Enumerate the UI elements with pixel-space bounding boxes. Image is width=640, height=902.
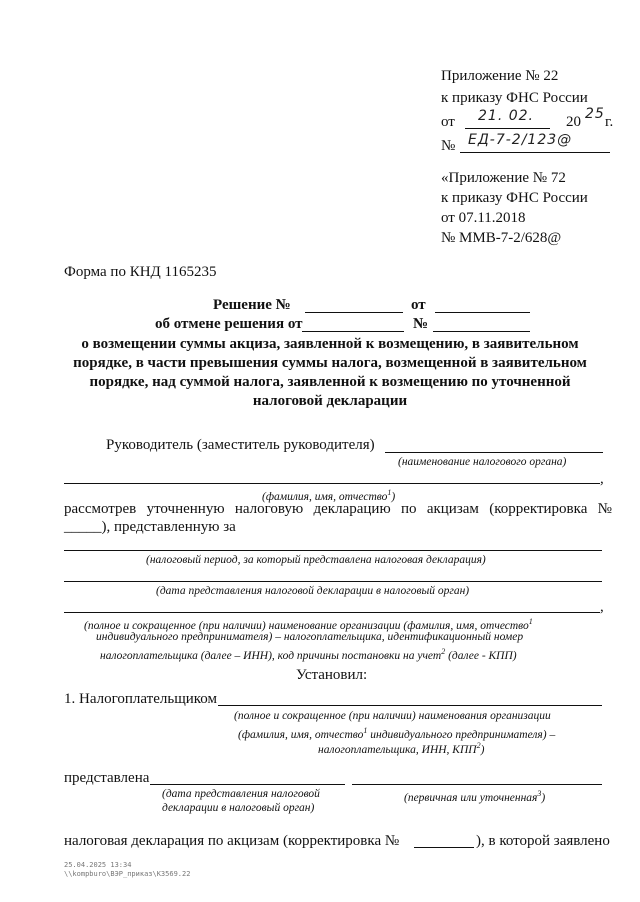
decision-date-line: [435, 312, 530, 313]
note-period: (налоговый период, за который представлена налоговая декларация): [146, 554, 486, 566]
last-line-number-blank: [414, 847, 474, 848]
note-item1-3: [318, 739, 484, 757]
quote-line-2: к приказу ФНС России: [441, 190, 588, 206]
note-full-1-text: (полное и сокращенное (при наличии) наименование организации (фамилия, имя, отчество: [84, 619, 529, 632]
date-underline: [465, 128, 550, 129]
year-handwritten: 25: [585, 106, 605, 122]
cancel-number-line: [433, 331, 530, 332]
tax-body-line: [385, 452, 603, 453]
note-primary-text: (первичная или уточненная: [404, 791, 538, 804]
note-item1-2-text: (фамилия, имя, отчество: [238, 728, 364, 741]
submit-date-line: [64, 581, 602, 582]
title-line-6: налоговой декларации: [252, 393, 408, 409]
decision-label: Решение №: [213, 297, 291, 313]
last-line-b: ), в которой заявлено: [476, 833, 610, 849]
head-label: Руководитель (заместитель руководителя): [106, 437, 375, 453]
note-tax-body: (наименование налогового органа): [398, 456, 567, 468]
decision-number-line: [305, 312, 403, 313]
submitted-date-line: [150, 784, 345, 785]
year-prefix: 20: [566, 114, 581, 130]
form-code: Форма по КНД 1165235: [64, 264, 217, 280]
appendix-line: Приложение № 22: [441, 68, 559, 84]
note-item1-3-text: налогоплательщика, ИНН, КПП: [318, 743, 477, 756]
from-label: от: [411, 297, 426, 313]
note-primary-end: ): [541, 791, 546, 804]
note-submit-date-2: декларации в налоговый орган): [162, 802, 315, 814]
taxpayer-comma: ,: [600, 599, 604, 615]
note-item1-2-sup: 1: [363, 726, 368, 735]
print-stamp-1: 25.04.2025 13:34: [64, 861, 132, 869]
note-submit-date-1: (дата представления налоговой: [162, 788, 320, 800]
item1-label: 1. Налогоплательщиком: [64, 691, 218, 707]
established: Установил:: [296, 667, 368, 683]
note-item1-3-sup: 2: [476, 741, 481, 750]
fio-line: [64, 483, 600, 484]
title-line-5: порядке, над суммой налога, заявленной к возмещению по уточненной: [89, 374, 571, 390]
note-full-3: [100, 645, 517, 663]
title-line-4: порядке, в части превышения суммы налога, возмещенной в заявительном: [73, 355, 587, 371]
note-item1-3-end: ): [480, 743, 485, 756]
item1-line: [218, 705, 602, 706]
print-stamp-2: \\kompburo\ВЭР_приказ\К3569.22: [64, 870, 191, 878]
number-handwritten: ЕД-7-2/123@: [468, 132, 573, 148]
note-fio-end: ): [391, 490, 396, 503]
last-line-a: налоговая декларация по акцизам (корректировка №: [64, 833, 400, 849]
note-full-2: индивидуального предпринимателя) – налогоплательщика, идентификационный номер: [96, 631, 524, 643]
cancel-date-line: [302, 331, 404, 332]
note-date-submit: (дата представления налоговой декларации в налоговый орган): [156, 585, 470, 597]
note-primary: [404, 787, 545, 805]
note-item1-1: (полное и сокращенное (при наличии) наименования организации: [234, 710, 551, 722]
submitted-type-line: [352, 784, 602, 785]
note-primary-sup: 3: [537, 789, 542, 798]
title-line-3: о возмещении суммы акциза, заявленной к возмещению, в заявительном: [81, 336, 579, 352]
quote-line-3: от 07.11.2018: [441, 210, 526, 226]
note-full-3-text: налогоплательщика (далее – ИНН), код причины постановки на учет: [100, 649, 442, 662]
number-underline: [460, 152, 610, 153]
number-prefix: №: [441, 138, 456, 154]
note-fio-sup: 1: [387, 488, 392, 497]
quote-line-1: «Приложение № 72: [441, 170, 566, 186]
note-full-3-sup: 2: [441, 647, 446, 656]
cancel-label: об отмене решения от: [155, 316, 303, 332]
note-fio-text: (фамилия, имя, отчество: [262, 490, 388, 503]
taxpayer-line: [64, 612, 600, 613]
considered-line: рассмотрев уточненную налоговую декларацию по акцизам (корректировка №: [64, 501, 612, 517]
date-handwritten: 21. 02.: [478, 108, 534, 124]
date-prefix: от: [441, 114, 455, 130]
order-line: к приказу ФНС России: [441, 90, 588, 106]
year-suffix: г.: [605, 114, 614, 130]
considered-line-2: _____), представленную за: [64, 519, 236, 535]
submitted-label: представлена: [64, 770, 150, 786]
note-full-1-sup: 1: [528, 617, 533, 626]
note-item1-2-end: индивидуального предпринимателя) –: [367, 728, 556, 741]
note-full-3-end: (далее - КПП): [445, 649, 517, 662]
quote-line-4: № ММВ-7-2/628@: [441, 230, 562, 246]
cancel-number-label: №: [413, 316, 429, 332]
period-line: [64, 550, 602, 551]
fio-comma: ,: [600, 471, 604, 487]
